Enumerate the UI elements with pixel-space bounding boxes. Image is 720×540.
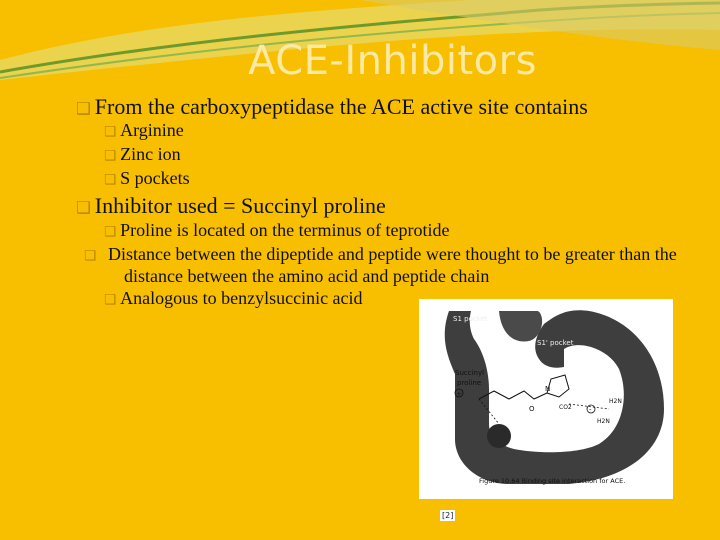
amine-label-top: H2N bbox=[609, 398, 622, 405]
oxygen-label: O bbox=[529, 405, 535, 413]
sub-bullet-item bbox=[104, 288, 363, 309]
bullet-icon: ❑ bbox=[104, 292, 117, 308]
s1-prime-pocket-label: S1' pocket bbox=[537, 339, 574, 347]
sub-bullet-text: Proline is located on the terminus of teprotide bbox=[120, 220, 450, 240]
binding-site-diagram bbox=[419, 299, 673, 499]
figure-caption: Figure 10.64 Binding site interaction for ACE. bbox=[479, 477, 626, 485]
amine-label-bottom: H2N bbox=[597, 418, 610, 425]
bullet-item bbox=[76, 94, 588, 120]
sub-bullet-text: Zinc ion bbox=[120, 144, 181, 164]
sub-bullet-item bbox=[104, 120, 184, 141]
plus-charge-label: + bbox=[456, 390, 462, 398]
bullet-text: Inhibitor used = Succinyl proline bbox=[94, 193, 386, 218]
bullet-text: From the carboxypeptidase the ACE active site contains bbox=[94, 94, 588, 119]
carboxylate-label: CO2 bbox=[559, 404, 572, 411]
s1-pocket-label: S1 pocket bbox=[453, 315, 488, 323]
sub-bullet-text: Analogous to benzylsuccinic acid bbox=[120, 288, 363, 308]
ace-binding-site-figure bbox=[419, 299, 673, 499]
bullet-icon: ❑ bbox=[76, 198, 91, 217]
sub-bullet-item: ❑ Distance between the dipeptide and peptide were thought to be greater than the distance between the amino acid and peptide chain bbox=[84, 244, 677, 286]
bullet-icon: ❑ bbox=[104, 148, 117, 164]
bullet-icon: ❑ bbox=[104, 224, 117, 240]
sub-bullet-text: Distance between the dipeptide and peptide were thought to be greater than the distance between the amino acid and peptide chain bbox=[108, 244, 677, 286]
sub-bullet-item bbox=[104, 220, 450, 241]
citation-label: [2] bbox=[442, 511, 454, 520]
sub-bullet-item bbox=[104, 168, 190, 189]
sub-bullet-text: Arginine bbox=[120, 120, 184, 140]
nitrogen-label: N bbox=[545, 385, 551, 393]
minus-charge-label: - bbox=[589, 406, 592, 414]
bullet-icon: ❑ bbox=[76, 99, 91, 118]
proline-label: proline bbox=[457, 379, 482, 387]
succinyl-label: Succinyl bbox=[455, 369, 485, 377]
bullet-icon: ❑ bbox=[104, 172, 117, 188]
sub-bullet-text: S pockets bbox=[120, 168, 190, 188]
bullet-item bbox=[76, 193, 386, 219]
slide-title: ACE-Inhibitors bbox=[248, 38, 537, 84]
bullet-icon: ❑ bbox=[104, 124, 117, 140]
sub-bullet-item bbox=[104, 144, 181, 165]
